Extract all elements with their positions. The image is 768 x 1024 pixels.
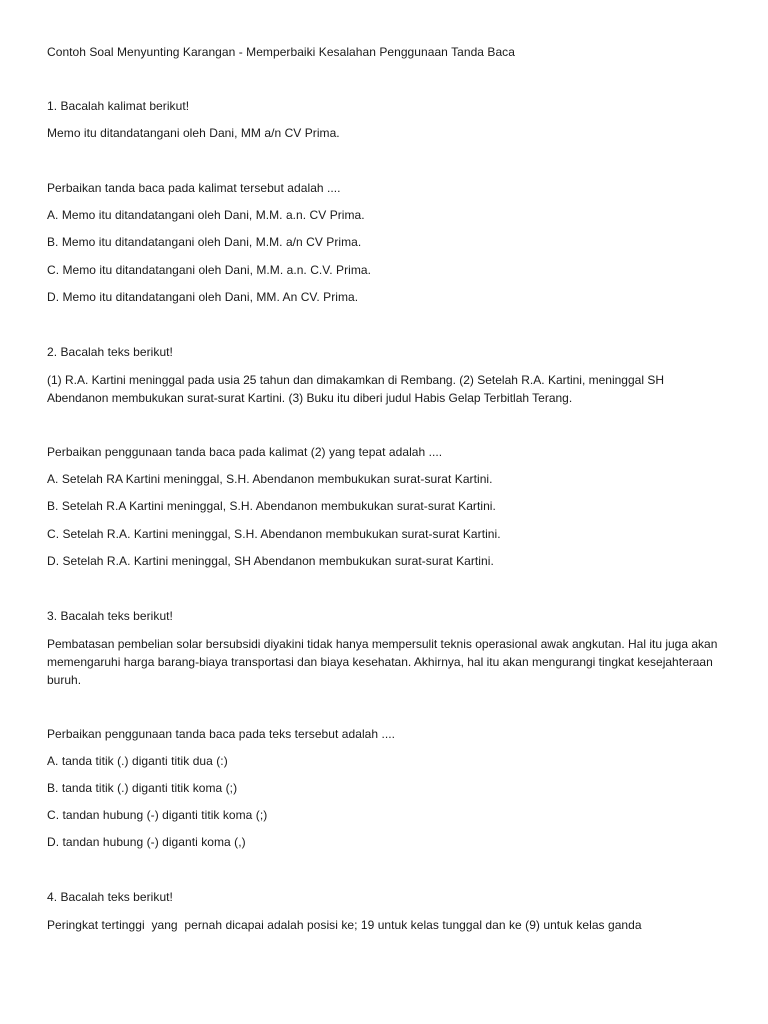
question-3-option-c: C. tandan hubung (-) diganti titik koma (;) [47, 808, 268, 822]
question-2-prompt: Perbaikan penggunaan tanda baca pada kalimat (2) yang tepat adalah .... [47, 445, 443, 459]
question-3-text: Pembatasan pembelian solar bersubsidi diyakini tidak hanya mempersulit teknis operasional awak angkutan. Hal itu juga akan memengaruhi harga barang-biaya transportasi dan biaya kesehatan. Akhirnya, hal itu akan mengurangi tingkat kesejahteraan buruh. [47, 637, 718, 687]
question-2-option-a: A. Setelah RA Kartini meninggal, S.H. Abendanon membukukan surat-surat Kartini. [47, 472, 493, 486]
question-1-prompt: Perbaikan tanda baca pada kalimat tersebut adalah .... [47, 181, 341, 195]
question-1-option-a: A. Memo itu ditandatangani oleh Dani, M.M. a.n. CV Prima. [47, 208, 365, 222]
question-1-heading: 1. Bacalah kalimat berikut! [47, 99, 190, 113]
question-4-heading: 4. Bacalah teks berikut! [47, 890, 173, 904]
document-title: Contoh Soal Menyunting Karangan - Memperbaiki Kesalahan Penggunaan Tanda Baca [47, 45, 515, 59]
question-1-option-b: B. Memo itu ditandatangani oleh Dani, M.M. a/n CV Prima. [47, 235, 362, 249]
question-4-text: Peringkat tertinggi yang pernah dicapai adalah posisi ke; 19 untuk kelas tunggal dan ke (9) untuk kelas ganda [47, 918, 642, 932]
question-3-option-d: D. tandan hubung (-) diganti koma (,) [47, 835, 246, 849]
question-2-text: (1) R.A. Kartini meninggal pada usia 25 tahun dan dimakamkan di Rembang. (2) Setelah R.A. Kartini, meninggal SH Abendanon membukukan surat-surat Kartini. (3) Buku itu diberi judul Habis Gelap Terbitlah Terang. [47, 373, 664, 405]
question-1-option-d: D. Memo itu ditandatangani oleh Dani, MM. An CV. Prima. [47, 290, 359, 304]
question-3-heading: 3. Bacalah teks berikut! [47, 609, 173, 623]
question-3-option-a: A. tanda titik (.) diganti titik dua (:) [47, 754, 228, 768]
question-2-option-d: D. Setelah R.A. Kartini meninggal, SH Abendanon membukukan surat-surat Kartini. [47, 554, 494, 568]
question-2-option-b: B. Setelah R.A Kartini meninggal, S.H. Abendanon membukukan surat-surat Kartini. [47, 499, 496, 513]
question-2-heading: 2. Bacalah teks berikut! [47, 345, 173, 359]
question-3-option-b: B. tanda titik (.) diganti titik koma (;) [47, 781, 238, 795]
question-1-option-c: C. Memo itu ditandatangani oleh Dani, M.M. a.n. C.V. Prima. [47, 263, 371, 277]
question-2-option-c: C. Setelah R.A. Kartini meninggal, S.H. Abendanon membukukan surat-surat Kartini. [47, 527, 501, 541]
question-1-text: Memo itu ditandatangani oleh Dani, MM a/n CV Prima. [47, 126, 340, 140]
question-3-prompt: Perbaikan penggunaan tanda baca pada teks tersebut adalah .... [47, 727, 396, 741]
